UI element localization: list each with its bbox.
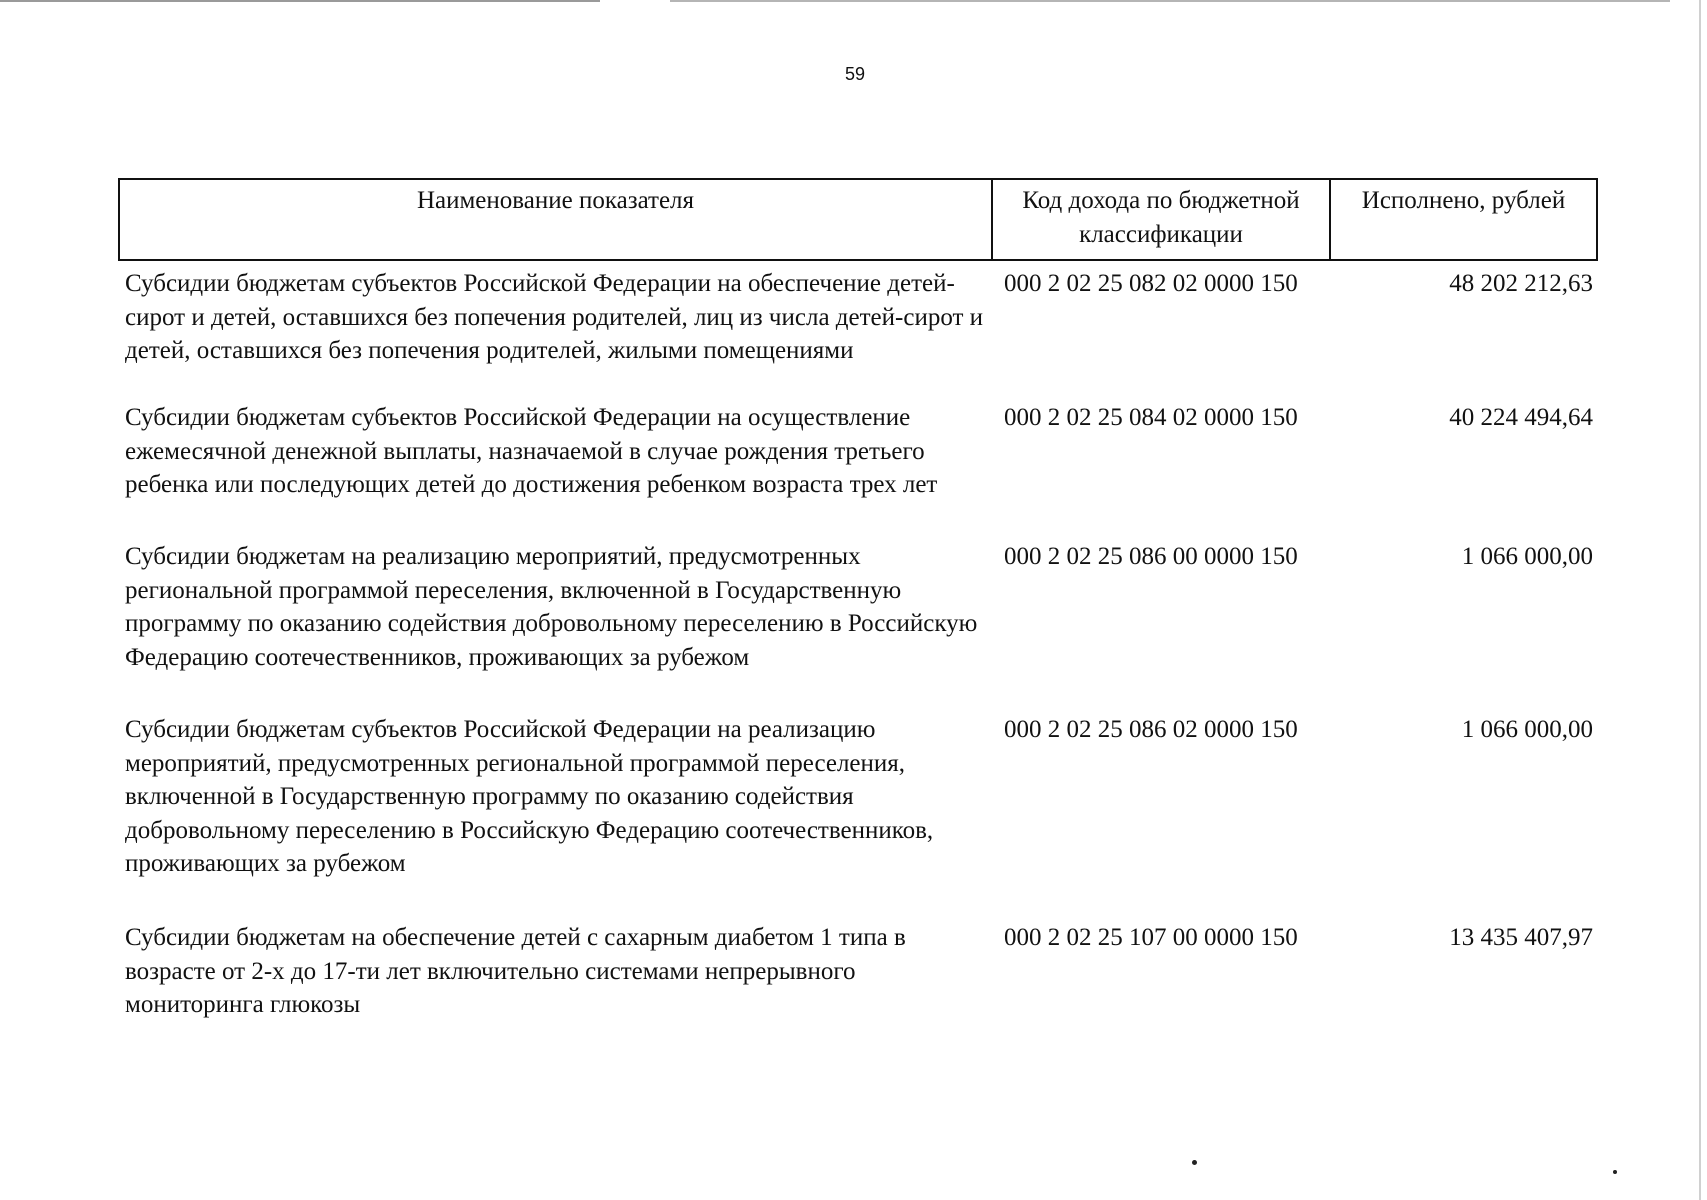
scan-edge-top-right (670, 0, 1670, 2)
executed-amount: 48 202 212,63 (1449, 270, 1593, 297)
indicator-name: Субсидии бюджетам субъектов Российской Федерации на реализацию мероприятий, предусмотренных региональной программой переселения, включенной в Государственную программу по оказанию содействия добровольному переселению в Российскую Федерацию соотечественников, проживающих за рубежом (125, 716, 934, 877)
table-row (119, 921, 1597, 1031)
indicator-name: Субсидии бюджетам на реализацию мероприятий, предусмотренных региональной программой переселения, включенной в Государственную программу по оказанию содействия добровольному переселению в Российскую Федерацию соотечественников, проживающих за рубежом (125, 543, 978, 671)
revenue-code: 000 2 02 25 082 02 0000 150 (1004, 270, 1298, 297)
executed-amount: 40 224 494,64 (1449, 404, 1593, 431)
table-row (119, 540, 1597, 713)
budget-revenue-table (118, 178, 1598, 1031)
revenue-code: 000 2 02 25 084 02 0000 150 (1004, 404, 1298, 431)
header-indicator-name: Наименование показателя (119, 179, 992, 260)
table-header (119, 179, 1597, 260)
table-row (119, 401, 1597, 540)
table-row (119, 713, 1597, 921)
revenue-code: 000 2 02 25 086 00 0000 150 (1004, 543, 1298, 570)
scan-edge-right (1699, 0, 1701, 1200)
revenue-code: 000 2 02 25 107 00 0000 150 (1004, 924, 1298, 951)
indicator-name: Субсидии бюджетам субъектов Российской Федерации на обеспечение детей-сирот и детей, оставшихся без попечения родителей, лиц из числа детей-сирот и детей, оставшихся без попечения родителей, жилыми помещениями (125, 270, 984, 364)
revenue-code: 000 2 02 25 086 02 0000 150 (1004, 716, 1298, 743)
scan-speck (1192, 1160, 1197, 1165)
scan-edge-top-left (0, 0, 600, 2)
indicator-name: Субсидии бюджетам на обеспечение детей с сахарным диабетом 1 типа в возрасте от 2-х до 17-ти лет включительно системами непрерывного мониторинга глюкозы (125, 924, 906, 1018)
header-revenue-code: Код дохода по бюджетной классификации (992, 179, 1330, 260)
indicator-name: Субсидии бюджетам субъектов Российской Федерации на осуществление ежемесячной денежной выплаты, назначаемой в случае рождения третьего ребенка или последующих детей до достижения ребенком возраста трех лет (125, 404, 938, 498)
executed-amount: 1 066 000,00 (1461, 716, 1593, 743)
header-executed-rubles: Исполнено, рублей (1330, 179, 1597, 260)
table-body (119, 260, 1597, 1031)
scan-speck (1613, 1170, 1617, 1174)
executed-amount: 1 066 000,00 (1461, 543, 1593, 570)
executed-amount: 13 435 407,97 (1449, 924, 1593, 951)
table-row (119, 260, 1597, 401)
page-number: 59 (844, 64, 866, 84)
